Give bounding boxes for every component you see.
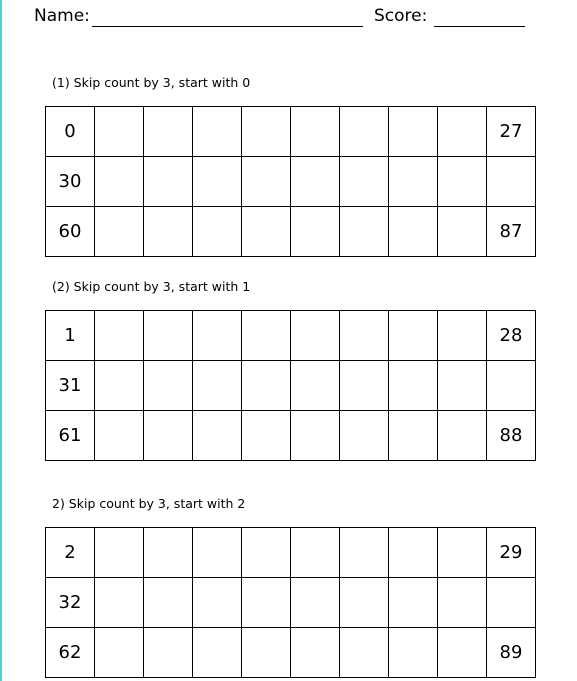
grid-cell[interactable] — [389, 207, 438, 257]
grid-cell[interactable] — [242, 107, 291, 157]
grid-cell[interactable] — [291, 528, 340, 578]
grid-cell[interactable] — [242, 207, 291, 257]
grid-cell[interactable] — [340, 578, 389, 628]
grid-row — [46, 311, 536, 361]
grid-cell[interactable] — [95, 311, 144, 361]
grid-cell[interactable] — [193, 107, 242, 157]
grid-cell[interactable] — [95, 157, 144, 207]
grid-cell[interactable] — [242, 528, 291, 578]
grid-cell[interactable]: 87 — [487, 207, 536, 257]
grid-cell[interactable] — [438, 411, 487, 461]
grid-cell[interactable] — [193, 628, 242, 678]
grid-cell[interactable] — [291, 207, 340, 257]
grid-cell[interactable] — [340, 361, 389, 411]
grid-cell[interactable] — [389, 107, 438, 157]
grid-cell[interactable] — [95, 207, 144, 257]
grid-cell[interactable] — [340, 628, 389, 678]
grid-cell[interactable] — [95, 628, 144, 678]
grid-cell[interactable]: 31 — [46, 361, 95, 411]
section-2-grid — [45, 310, 536, 461]
page-edge-rule — [0, 0, 2, 681]
grid-cell[interactable]: 28 — [487, 311, 536, 361]
grid-cell[interactable] — [95, 411, 144, 461]
grid-cell[interactable]: 27 — [487, 107, 536, 157]
grid-cell[interactable] — [291, 157, 340, 207]
grid-cell[interactable] — [389, 528, 438, 578]
grid-cell[interactable] — [291, 411, 340, 461]
grid-cell[interactable] — [144, 628, 193, 678]
grid-cell[interactable] — [144, 361, 193, 411]
grid-cell[interactable] — [242, 411, 291, 461]
grid-cell[interactable] — [144, 311, 193, 361]
grid-cell[interactable] — [438, 578, 487, 628]
grid-cell[interactable] — [487, 361, 536, 411]
grid-cell[interactable] — [242, 578, 291, 628]
grid-cell[interactable] — [438, 107, 487, 157]
score-field[interactable] — [434, 26, 525, 27]
grid-cell[interactable] — [95, 107, 144, 157]
grid-cell[interactable]: 29 — [487, 528, 536, 578]
grid-cell[interactable] — [291, 361, 340, 411]
grid-cell[interactable]: 1 — [46, 311, 95, 361]
grid-cell[interactable] — [242, 157, 291, 207]
grid-cell[interactable] — [291, 578, 340, 628]
grid-row — [46, 361, 536, 411]
grid-cell[interactable] — [193, 361, 242, 411]
grid-row — [46, 578, 536, 628]
score-label: Score: — [374, 6, 428, 26]
grid-cell[interactable] — [438, 528, 487, 578]
grid-cell[interactable] — [389, 578, 438, 628]
grid-cell[interactable] — [144, 107, 193, 157]
grid-cell[interactable]: 32 — [46, 578, 95, 628]
grid-cell[interactable]: 89 — [487, 628, 536, 678]
section-1-title: (1) Skip count by 3, start with 0 — [52, 75, 251, 90]
grid-cell[interactable] — [242, 311, 291, 361]
grid-cell[interactable]: 60 — [46, 207, 95, 257]
grid-row — [46, 628, 536, 678]
grid-cell[interactable] — [144, 578, 193, 628]
grid-cell[interactable] — [193, 528, 242, 578]
grid-cell[interactable]: 61 — [46, 411, 95, 461]
grid-cell[interactable]: 2 — [46, 528, 95, 578]
grid-cell[interactable] — [340, 157, 389, 207]
grid-cell[interactable] — [389, 157, 438, 207]
section-3-grid — [45, 527, 536, 678]
grid-cell[interactable] — [193, 311, 242, 361]
grid-row — [46, 157, 536, 207]
grid-cell[interactable]: 30 — [46, 157, 95, 207]
grid-cell[interactable] — [340, 207, 389, 257]
grid-row — [46, 411, 536, 461]
grid-cell[interactable] — [95, 361, 144, 411]
grid-row — [46, 528, 536, 578]
section-3-title: 2) Skip count by 3, start with 2 — [52, 496, 246, 511]
grid-cell[interactable] — [291, 107, 340, 157]
grid-cell[interactable] — [193, 578, 242, 628]
grid-cell[interactable] — [438, 311, 487, 361]
worksheet-header — [0, 4, 577, 32]
section-1-grid — [45, 106, 536, 257]
name-field[interactable] — [92, 26, 363, 27]
grid-cell[interactable] — [291, 628, 340, 678]
grid-row — [46, 107, 536, 157]
grid-cell[interactable] — [144, 411, 193, 461]
grid-cell[interactable] — [144, 157, 193, 207]
section-2-title: (2) Skip count by 3, start with 1 — [52, 279, 251, 294]
grid-row — [46, 207, 536, 257]
grid-cell[interactable]: 0 — [46, 107, 95, 157]
grid-cell[interactable] — [242, 628, 291, 678]
grid-cell[interactable] — [144, 528, 193, 578]
grid-cell[interactable] — [193, 207, 242, 257]
grid-cell[interactable] — [340, 411, 389, 461]
grid-cell[interactable]: 88 — [487, 411, 536, 461]
grid-cell[interactable] — [389, 628, 438, 678]
grid-cell[interactable] — [242, 361, 291, 411]
grid-cell[interactable] — [340, 528, 389, 578]
grid-cell[interactable] — [487, 578, 536, 628]
grid-cell[interactable] — [438, 361, 487, 411]
grid-cell[interactable] — [438, 157, 487, 207]
grid-cell[interactable] — [487, 157, 536, 207]
grid-cell[interactable] — [389, 361, 438, 411]
grid-cell[interactable] — [193, 411, 242, 461]
grid-cell[interactable] — [193, 157, 242, 207]
grid-cell[interactable] — [95, 528, 144, 578]
grid-cell[interactable] — [340, 311, 389, 361]
grid-cell[interactable] — [144, 207, 193, 257]
grid-cell[interactable] — [438, 207, 487, 257]
grid-cell[interactable] — [95, 578, 144, 628]
grid-cell[interactable]: 62 — [46, 628, 95, 678]
grid-cell[interactable] — [389, 311, 438, 361]
grid-cell[interactable] — [291, 311, 340, 361]
grid-cell[interactable] — [340, 107, 389, 157]
grid-cell[interactable] — [389, 411, 438, 461]
grid-cell[interactable] — [438, 628, 487, 678]
name-label: Name: — [34, 6, 90, 26]
